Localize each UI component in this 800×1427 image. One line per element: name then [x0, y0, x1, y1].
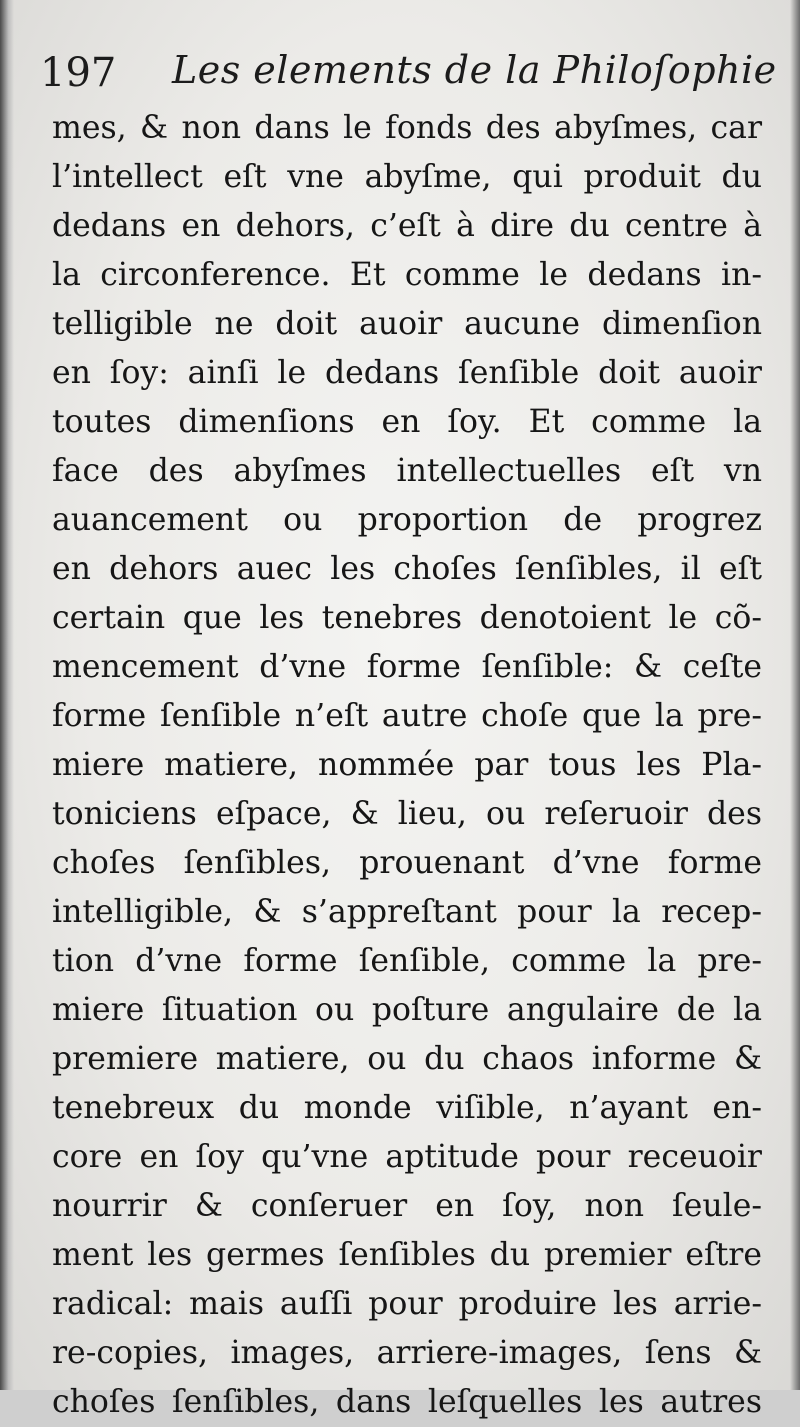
text-line: toniciens eſpace, & lieu, ou reſeruoir des [52, 796, 762, 832]
running-title: Les elements de la Philoſophie [172, 48, 777, 92]
text-line: mes, & non dans le fonds des abyſmes, car [52, 110, 762, 146]
text-line: forme ſenſible n’eſt autre choſe que la pre- [52, 698, 762, 734]
text-line: la circonference. Et comme le dedans in- [52, 257, 762, 293]
text-line: auancement ou proportion de progrez [52, 502, 762, 538]
text-line: face des abyſmes intellectuelles eſt vn [52, 453, 762, 489]
text-line: mencement d’vne forme ſenſible: & ceſte [52, 649, 762, 685]
page-edge-shadow [790, 0, 800, 1390]
text-line: tenebreux du monde viſible, n’ayant en- [52, 1090, 762, 1126]
text-line: en dehors auec les choſes ſenſibles, il eſt [52, 551, 762, 587]
text-line: choſes ſenſibles, dans leſquelles les autres [52, 1384, 762, 1420]
text-line: core en ſoy qu’vne aptitude pour receuoir [52, 1139, 762, 1175]
text-line: en ſoy: ainſi le dedans ſenſible doit auoir [52, 355, 762, 391]
text-line: ment les germes ſenſibles du premier eſtre [52, 1237, 762, 1273]
body-text [52, 104, 762, 1427]
text-line: miere ſituation ou poſture angulaire de la [52, 992, 762, 1028]
text-line: miere matiere, nommée par tous les Pla- [52, 747, 762, 783]
text-line: intelligible, & s’appreſtant pour la recep- [52, 894, 762, 930]
text-line: l’intellect eſt vne abyſme, qui produit du [52, 159, 762, 195]
text-line: re-copies, images, arriere-images, ſens & [52, 1335, 762, 1371]
running-head [40, 46, 777, 102]
text-line: nourrir & conſeruer en ſoy, non ſeule- [52, 1188, 762, 1224]
page-number: 197 [40, 50, 117, 96]
text-line: toutes dimenſions en ſoy. Et comme la [52, 404, 762, 440]
text-line: certain que les tenebres denotoient le cõ- [52, 600, 762, 636]
text-line: premiere matiere, ou du chaos informe & [52, 1041, 762, 1077]
text-line: tion d’vne forme ſenſible, comme la pre- [52, 943, 762, 979]
text-line: radical: mais auſſi pour produire les arrie- [52, 1286, 762, 1322]
text-line: telligible ne doit auoir aucune dimenſion [52, 306, 762, 342]
text-line: choſes ſenſibles, prouenant d’vne forme [52, 845, 762, 881]
page-gutter-shadow [0, 0, 14, 1390]
text-line: dedans en dehors, c’eſt à dire du centre à [52, 208, 762, 244]
